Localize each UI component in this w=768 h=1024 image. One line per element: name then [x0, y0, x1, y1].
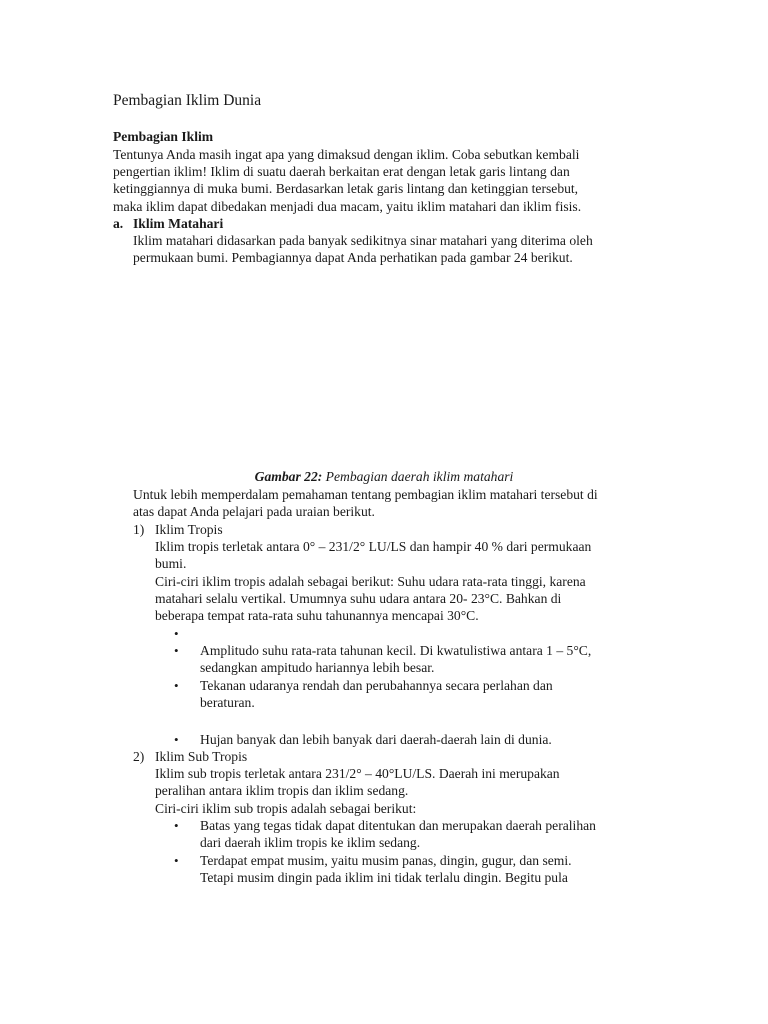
- bullet-icon: •: [174, 678, 179, 693]
- subsection-line: Iklim matahari didasarkan pada banyak sedikitnya sinar matahari yang diterima oleh: [133, 233, 593, 248]
- body-line: atas dapat Anda pelajari pada uraian berikut.: [133, 504, 375, 519]
- bullet-icon: •: [174, 732, 179, 747]
- bullet-icon: •: [174, 853, 179, 868]
- bullet-text: Terdapat empat musim, yaitu musim panas, dingin, gugur, dan semi.: [200, 853, 572, 868]
- intro-line: ketinggiannya di muka bumi. Berdasarkan letak garis lintang dan ketinggian tersebut,: [113, 181, 579, 196]
- bullet-text: sedangkan ampitudo hariannya lebih besar.: [200, 660, 435, 675]
- page-title: Pembagian Iklim Dunia: [113, 92, 262, 109]
- list-line: beberapa tempat rata-rata suhu tahunannya mencapai 30°C.: [155, 608, 479, 623]
- list-line: Iklim tropis terletak antara 0° – 231/2° LU/LS dan hampir 40 % dari permukaan: [155, 539, 592, 554]
- intro-line: maka iklim dapat dibedakan menjadi dua macam, yaitu iklim matahari dan iklim fisis.: [113, 199, 582, 214]
- list-line: Ciri-ciri iklim sub tropis adalah sebagai berikut:: [155, 801, 417, 816]
- list-heading: Iklim Tropis: [155, 522, 223, 537]
- subsection-marker: a.: [113, 216, 124, 231]
- bullet-icon: •: [174, 643, 179, 658]
- bullet-text: Amplitudo suhu rata-rata tahunan kecil. Di kwatulistiwa antara 1 – 5°C,: [200, 643, 592, 658]
- list-line: matahari selalu vertikal. Umumnya suhu udara antara 20- 23°C. Bahkan di: [155, 591, 562, 606]
- figure-placeholder: [133, 275, 643, 460]
- bullet-icon: •: [174, 626, 179, 641]
- list-marker: 1): [133, 522, 145, 537]
- intro-line: pengertian iklim! Iklim di suatu daerah berkaitan erat dengan letak garis lintang dan: [113, 164, 570, 179]
- intro-line: Tentunya Anda masih ingat apa yang dimaksud dengan iklim. Coba sebutkan kembali: [113, 147, 580, 162]
- bullet-text: beraturan.: [200, 695, 255, 710]
- list-marker: 2): [133, 749, 145, 764]
- bullet-icon: •: [174, 818, 179, 833]
- bullet-text: dari daerah iklim tropis ke iklim sedang.: [200, 835, 421, 850]
- bullet-text: Batas yang tegas tidak dapat ditentukan dan merupakan daerah peralihan: [200, 818, 596, 833]
- figure-caption: [0, 468, 768, 485]
- caption-text: Pembagian daerah iklim matahari: [322, 469, 514, 484]
- section-heading: Pembagian Iklim: [113, 129, 214, 144]
- list-line: Ciri-ciri iklim tropis adalah sebagai berikut: Suhu udara rata-rata tinggi, karena: [155, 574, 586, 589]
- list-line: peralihan antara iklim tropis dan iklim sedang.: [155, 783, 409, 798]
- bullet-text: Tekanan udaranya rendah dan perubahannya secara perlahan dan: [200, 678, 553, 693]
- list-line: Iklim sub tropis terletak antara 231/2° – 40°LU/LS. Daerah ini merupakan: [155, 766, 560, 781]
- body-line: Untuk lebih memperdalam pemahaman tentang pembagian iklim matahari tersebut di: [133, 487, 598, 502]
- bullet-text: Hujan banyak dan lebih banyak dari daerah-daerah lain di dunia.: [200, 732, 552, 747]
- subsection-heading: Iklim Matahari: [133, 216, 224, 231]
- list-heading: Iklim Sub Tropis: [155, 749, 248, 764]
- caption-label: Gambar 22:: [254, 469, 323, 484]
- bullet-text: Tetapi musim dingin pada iklim ini tidak terlalu dingin. Begitu pula: [200, 870, 568, 885]
- subsection-line: permukaan bumi. Pembagiannya dapat Anda perhatikan pada gambar 24 berikut.: [133, 250, 573, 265]
- list-line: bumi.: [155, 556, 187, 571]
